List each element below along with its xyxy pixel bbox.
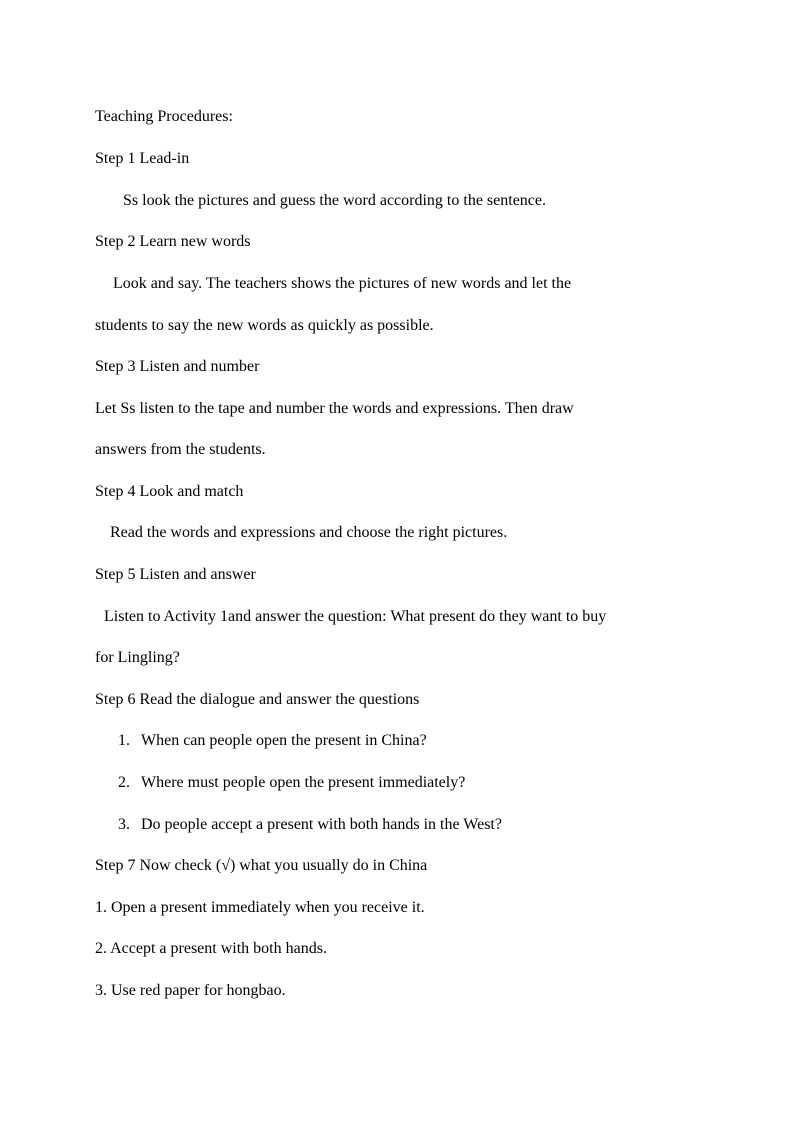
step5-text-line2: for Lingling? [95,649,180,666]
step1-heading: Step 1 Lead-in [95,150,190,167]
step3-heading: Step 3 Listen and number [95,358,260,375]
step7-item: 1. Open a present immediately when you receive it. [95,899,425,916]
question-text: When can people open the present in China? [141,732,427,749]
step4-text: Read the words and expressions and choose the right pictures. [110,524,508,541]
step1-text: Ss look the pictures and guess the word according to the sentence. [123,192,546,209]
step5-text-line1: Listen to Activity 1and answer the question: What present do they want to buy [104,608,607,625]
question-number: 3. [118,816,130,833]
step7-heading: Step 7 Now check (√) what you usually do in China [95,857,428,874]
question-number: 1. [118,732,130,749]
step7-item: 3. Use red paper for hongbao. [95,982,286,999]
question-text: Where must people open the present immediately? [141,774,466,791]
step2-text-line1: Look and say. The teachers shows the pictures of new words and let the [113,275,572,292]
step2-heading: Step 2 Learn new words [95,233,251,250]
step7-item: 2. Accept a present with both hands. [95,940,327,957]
step6-heading: Step 6 Read the dialogue and answer the questions [95,691,420,708]
question-number: 2. [118,774,130,791]
question-text: Do people accept a present with both hands in the West? [141,816,502,833]
document-title: Teaching Procedures: [95,108,233,125]
step4-heading: Step 4 Look and match [95,483,244,500]
step5-heading: Step 5 Listen and answer [95,566,256,583]
step2-text-line2: students to say the new words as quickly as possible. [95,317,434,334]
step3-text-line2: answers from the students. [95,441,266,458]
step3-text-line1: Let Ss listen to the tape and number the words and expressions. Then draw [95,400,574,417]
